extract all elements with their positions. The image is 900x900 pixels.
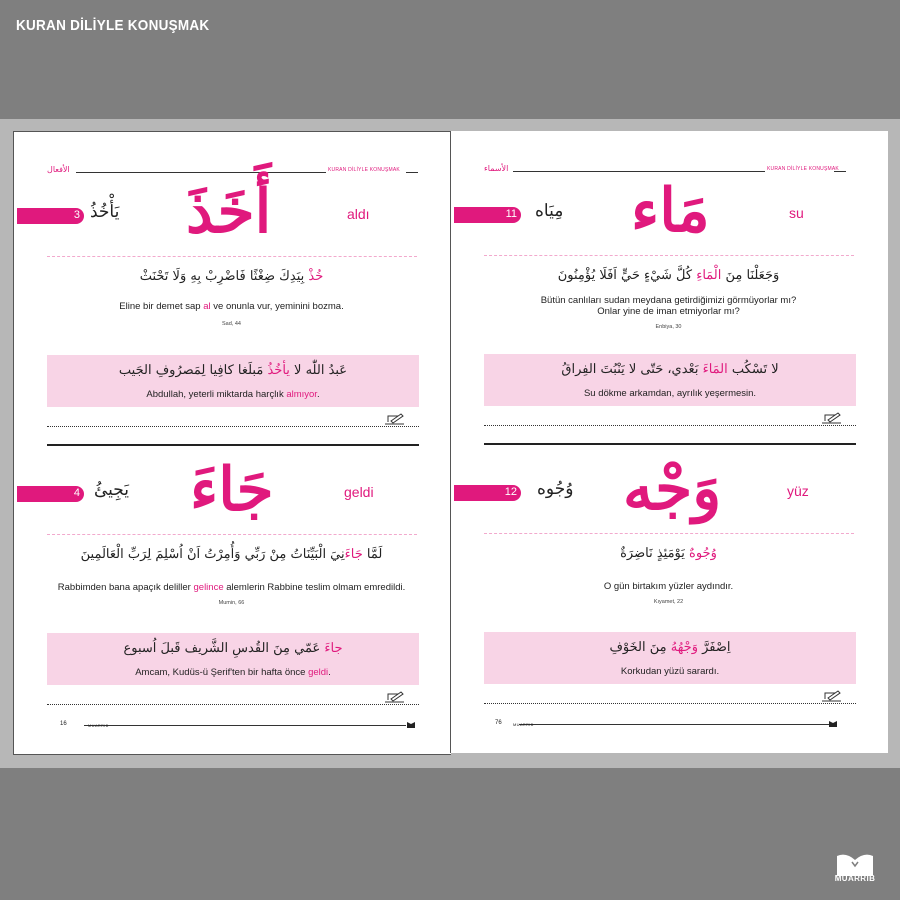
entry-number: 3 xyxy=(73,209,80,221)
dotted-divider xyxy=(47,256,417,257)
footer-rule xyxy=(84,725,406,726)
example-box xyxy=(47,355,419,407)
dotted-divider xyxy=(484,255,854,256)
verse-source: Kıyamet, 22 xyxy=(653,599,684,605)
entry-number: 4 xyxy=(73,487,80,499)
example-translation: Su dökme arkamdan, ayrılık yeşermesin. xyxy=(583,388,757,399)
entry-word: أَخَذَ xyxy=(186,177,272,247)
example-translation: Amcam, Kudüs-ü Şerif'ten bir hafta önce geldi. xyxy=(135,667,331,678)
entry-number: 11 xyxy=(505,208,517,220)
vocab-entry xyxy=(14,132,451,412)
footer-rule xyxy=(519,724,829,725)
entry-word: وَجْه xyxy=(623,454,722,524)
entry-plural: يَأْخُذُ xyxy=(90,202,120,222)
example-arabic: لا تَسْكُب المَاءَ بَعْدي، حَتّى لا يَنْبُتَ الفِراقُ xyxy=(561,362,779,377)
page-category: الأسماء xyxy=(484,164,509,173)
footer-brand: MUARRIB xyxy=(513,722,534,727)
verse-arabic: وَجَعَلْنَا مِنَ الْمَاءِ كُلَّ شَيْءٍ حَيٍّ اَفَلَا يُؤْمِنُونَ xyxy=(557,268,780,283)
muarrib-mark-icon xyxy=(829,720,837,727)
page-number: 16 xyxy=(60,721,67,727)
entry-plural: يَجِيئُ xyxy=(94,480,130,500)
example-arabic: جاءَ عَمّي مِنَ القُدسِ الشَّريف قَبلَ اُسبوع xyxy=(123,641,343,656)
footer-brand: MUARRIB xyxy=(88,723,109,728)
example-translation: Korkudan yüzü sarardı. xyxy=(620,666,720,677)
page-category: الأفعال xyxy=(47,165,70,174)
verse-source: Mumin, 66 xyxy=(218,600,245,606)
entry-number-tab xyxy=(454,485,521,501)
entry-meaning: yüz xyxy=(787,483,809,499)
example-box xyxy=(484,354,856,406)
page-book-title: KURAN DİLİYLE KONUŞMAK xyxy=(767,166,839,172)
entry-plural: مِيَاه xyxy=(535,201,564,221)
example-arabic: اِصْفَرَّ وَجْهُهُ مِنَ الخَوْفِ xyxy=(609,640,731,655)
pencil-icon xyxy=(821,689,843,702)
verse-arabic: لَمَّا جَاءَنِيَ الْبَيِّنَاتُ مِنْ رَبِّي وَأُمِرْتُ اَنْ اُسْلِمَ لِرَبِّ الْعَالَمِينَ xyxy=(80,547,383,562)
example-box xyxy=(47,633,419,685)
dotted-divider xyxy=(484,533,854,534)
pencil-icon xyxy=(384,690,406,703)
writing-line xyxy=(47,704,419,705)
logo-text: MUARRIB xyxy=(834,874,876,883)
muarrib-mark-icon xyxy=(407,721,415,728)
entry-meaning: su xyxy=(789,205,804,221)
vocab-entry xyxy=(451,131,888,411)
book-spread xyxy=(0,119,900,768)
verse-arabic: خُذْ بِيَدِكَ ضِغْثًا فَاضْرِبْ بِهِ وَلَا تَحْنَثْ xyxy=(139,269,324,284)
entry-plural: وُجُوه xyxy=(537,479,574,499)
dotted-divider xyxy=(47,534,417,535)
right-page xyxy=(450,131,888,753)
entry-meaning: geldi xyxy=(344,484,374,500)
verse-translation: Rabbimden bana apaçık deliller gelince alemlerin Rabbine teslim olmam emredildi. xyxy=(57,582,406,593)
entry-number-tab xyxy=(454,207,521,223)
entry-word: مَاء xyxy=(631,176,710,246)
verse-source: Sad, 44 xyxy=(222,321,241,327)
entry-meaning: aldı xyxy=(347,206,370,222)
example-arabic: عَبدُ اللّٰه لا يأخُذُ مَبلَغا كافِيا لِمَصرُوفِ الجَيب xyxy=(118,363,348,378)
verse-translation: O gün birtakım yüzler aydındır. xyxy=(603,581,734,592)
entry-number-tab xyxy=(17,208,84,224)
entry-number: 12 xyxy=(504,486,517,498)
verse-source: Enbiya, 30 xyxy=(655,324,682,330)
left-page xyxy=(13,131,451,755)
verse-translation: Eline bir demet sap al ve onunla vur, yeminini bozma. xyxy=(119,301,344,312)
brand-title: KURAN DİLİYLE KONUŞMAK xyxy=(16,17,210,34)
page-number: 76 xyxy=(495,720,502,726)
verse-arabic: وُجُوهٌ يَوْمَئِذٍ نَاضِرَةٌ xyxy=(620,546,717,561)
verse-translation: Bütün canlıları sudan meydana getirdiğimizi görmüyorlar mı? Onlar yine de iman etmiyorlar mı? xyxy=(540,295,797,317)
vocab-entry xyxy=(451,409,888,689)
page-book-title: KURAN DİLİYLE KONUŞMAK xyxy=(328,167,400,173)
example-box xyxy=(484,632,856,684)
vocab-entry xyxy=(14,410,451,690)
entry-number-tab xyxy=(17,486,84,502)
writing-line xyxy=(484,703,856,704)
example-translation: Abdullah, yeterli miktarda harçlık almıyor. xyxy=(146,389,320,400)
entry-word: جَاءَ xyxy=(190,455,274,525)
